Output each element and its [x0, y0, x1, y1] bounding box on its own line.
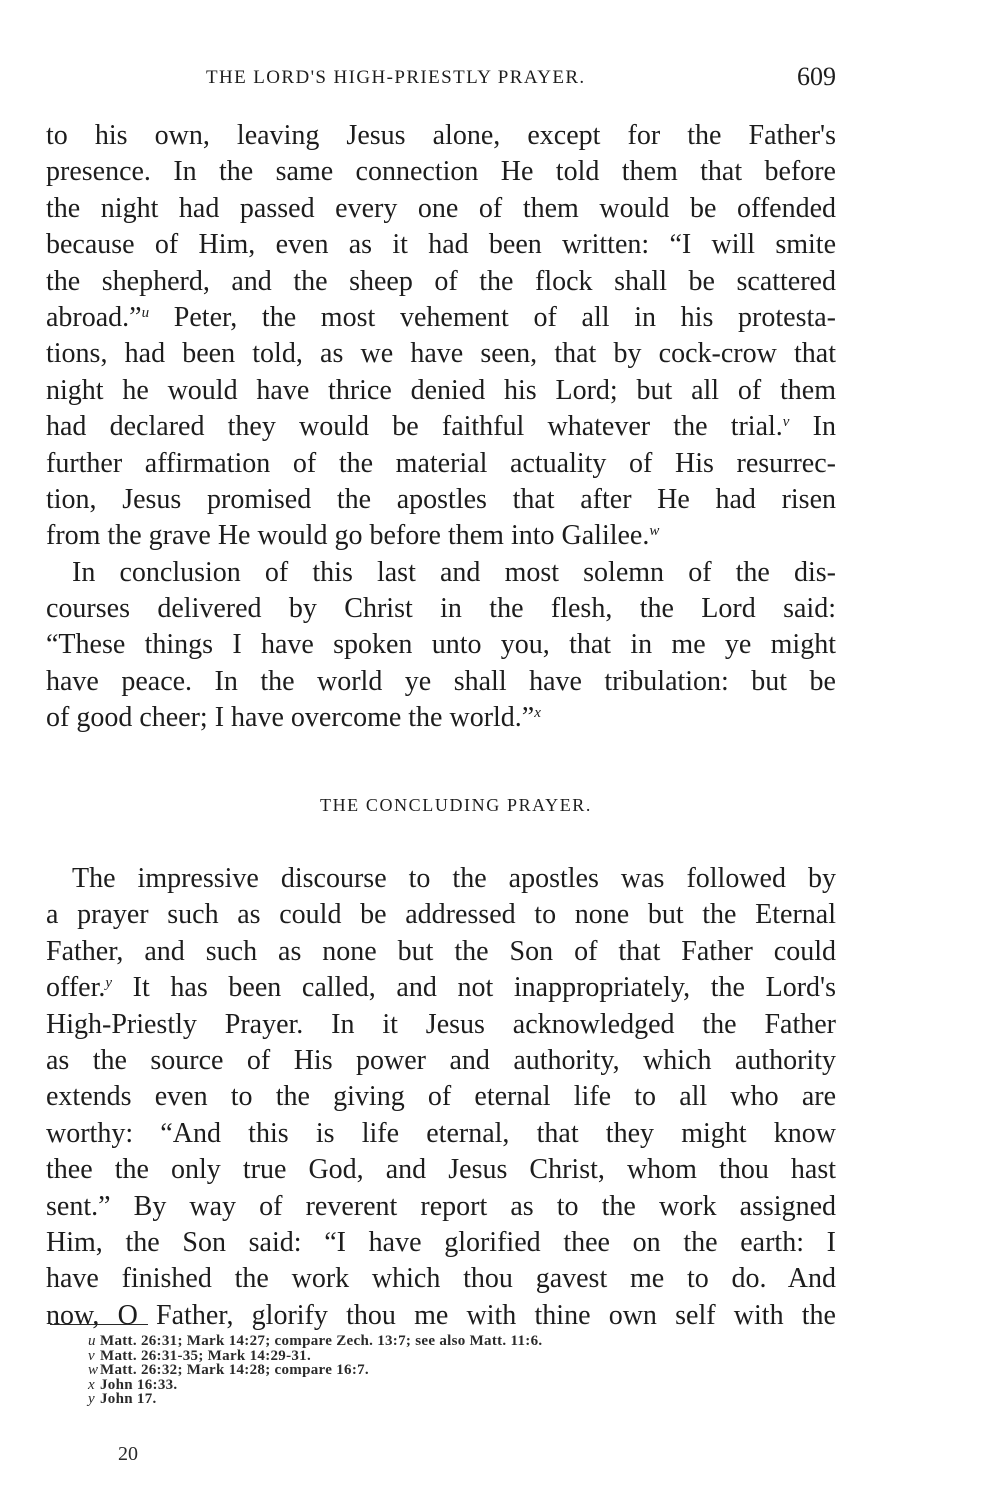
text-line: from the grave He would go before them into Galilee.$^w$ [46, 520, 660, 552]
text-line: have finished the work which thou gavest me to do. And [46, 1263, 836, 1295]
signature-mark: 20 [118, 1443, 138, 1465]
text-line: to his own, leaving Jesus alone, except for the Father's [46, 120, 836, 151]
footnotes [88, 1334, 542, 1407]
footnote-marker: v [782, 414, 790, 431]
text-line: Him, the Son said: “I have glorified thee on the earth: I [46, 1226, 836, 1258]
footnote-marker: y [105, 975, 113, 992]
text-line: offer.$^y$ It has been called, and not inappropriately, the Lord's [46, 972, 836, 1004]
footnote-mark: w [88, 1362, 99, 1379]
text-line: of good cheer; I have overcome the world.”$^x$ [46, 702, 541, 734]
body-text [46, 118, 836, 1334]
footnote-mark: v [88, 1347, 95, 1364]
footnote-marker: u [141, 304, 150, 321]
footnote: y John 17. [88, 1391, 157, 1408]
footnote-mark: y [88, 1391, 95, 1408]
text-line: In conclusion of this last and most solemn of the dis- [72, 556, 836, 588]
text-line: as the source of His power and authority, which authority [46, 1044, 836, 1076]
text-line: have peace. In the world ye shall have tribulation: but be [46, 665, 836, 697]
footnote-mark: u [88, 1333, 96, 1349]
footnote-mark: x [88, 1376, 95, 1393]
footnote: v Matt. 26:31-35; Mark 14:29-31. [88, 1347, 312, 1364]
footnote: w Matt. 26:32; Mark 14:28; compare 16:7. [88, 1362, 369, 1379]
footnote-marker: x [534, 705, 541, 722]
footnote: x John 16:33. [88, 1376, 178, 1393]
text-line: because of Him, even as it had been written: “I will smite [46, 229, 836, 261]
text-line: further affirmation of the material actuality of His resurrec- [46, 447, 836, 479]
text-line: courses delivered by Christ in the flesh, the Lord said: [46, 593, 836, 625]
text-line: extends even to the giving of eternal life to all who are [46, 1081, 836, 1113]
text-line: now, O Father, glorify thou me with thine own self with the [46, 1299, 836, 1331]
section-heading: THE CONCLUDING PRAYER. [319, 794, 593, 815]
text-line: “These things I have spoken unto you, that in me ye might [46, 629, 836, 661]
text-line: worthy: “And this is life eternal, that they might know [46, 1117, 836, 1149]
text-line: thee the only true God, and Jesus Christ, whom thou hast [46, 1154, 836, 1186]
text-line: sent.” By way of reverent report as to the work assigned [46, 1190, 837, 1222]
text-line: presence. In the same connection He told them that before [46, 156, 836, 188]
text-line: the shepherd, and the sheep of the flock shall be scattered [46, 265, 836, 297]
page-number: 609 [797, 62, 836, 91]
text-line: had declared they would be faithful whatever the trial.$^v$ In [46, 411, 836, 443]
footnote-divider [50, 1324, 148, 1325]
running-head [46, 62, 836, 96]
text-line: night he would have thrice denied his Lord; but all of them [46, 374, 836, 406]
running-title: THE LORD'S HIGH-PRIESTLY PRAYER. [206, 67, 586, 88]
text-line: Father, and such as none but the Son of that Father could [46, 935, 836, 967]
text-line: abroad.”$^u$ Peter, the most vehement of all in his protesta- [46, 301, 836, 333]
text-line: The impressive discourse to the apostles was followed by [72, 863, 836, 895]
text-line: a prayer such as could be addressed to none but the Eternal [46, 899, 836, 931]
text-line: High-Priestly Prayer. In it Jesus acknowledged the Father [46, 1008, 836, 1040]
footnote: u Matt. 26:31; Mark 14:27; compare Zech. 13:7; see also Matt. 11:6. [88, 1333, 543, 1349]
text-line: tion, Jesus promised the apostles that after He had risen [46, 483, 836, 515]
text-line: tions, had been told, as we have seen, that by cock-crow that [46, 338, 836, 370]
text-line: the night had passed every one of them would be offended [46, 192, 836, 224]
footnote-marker: w [649, 523, 660, 540]
